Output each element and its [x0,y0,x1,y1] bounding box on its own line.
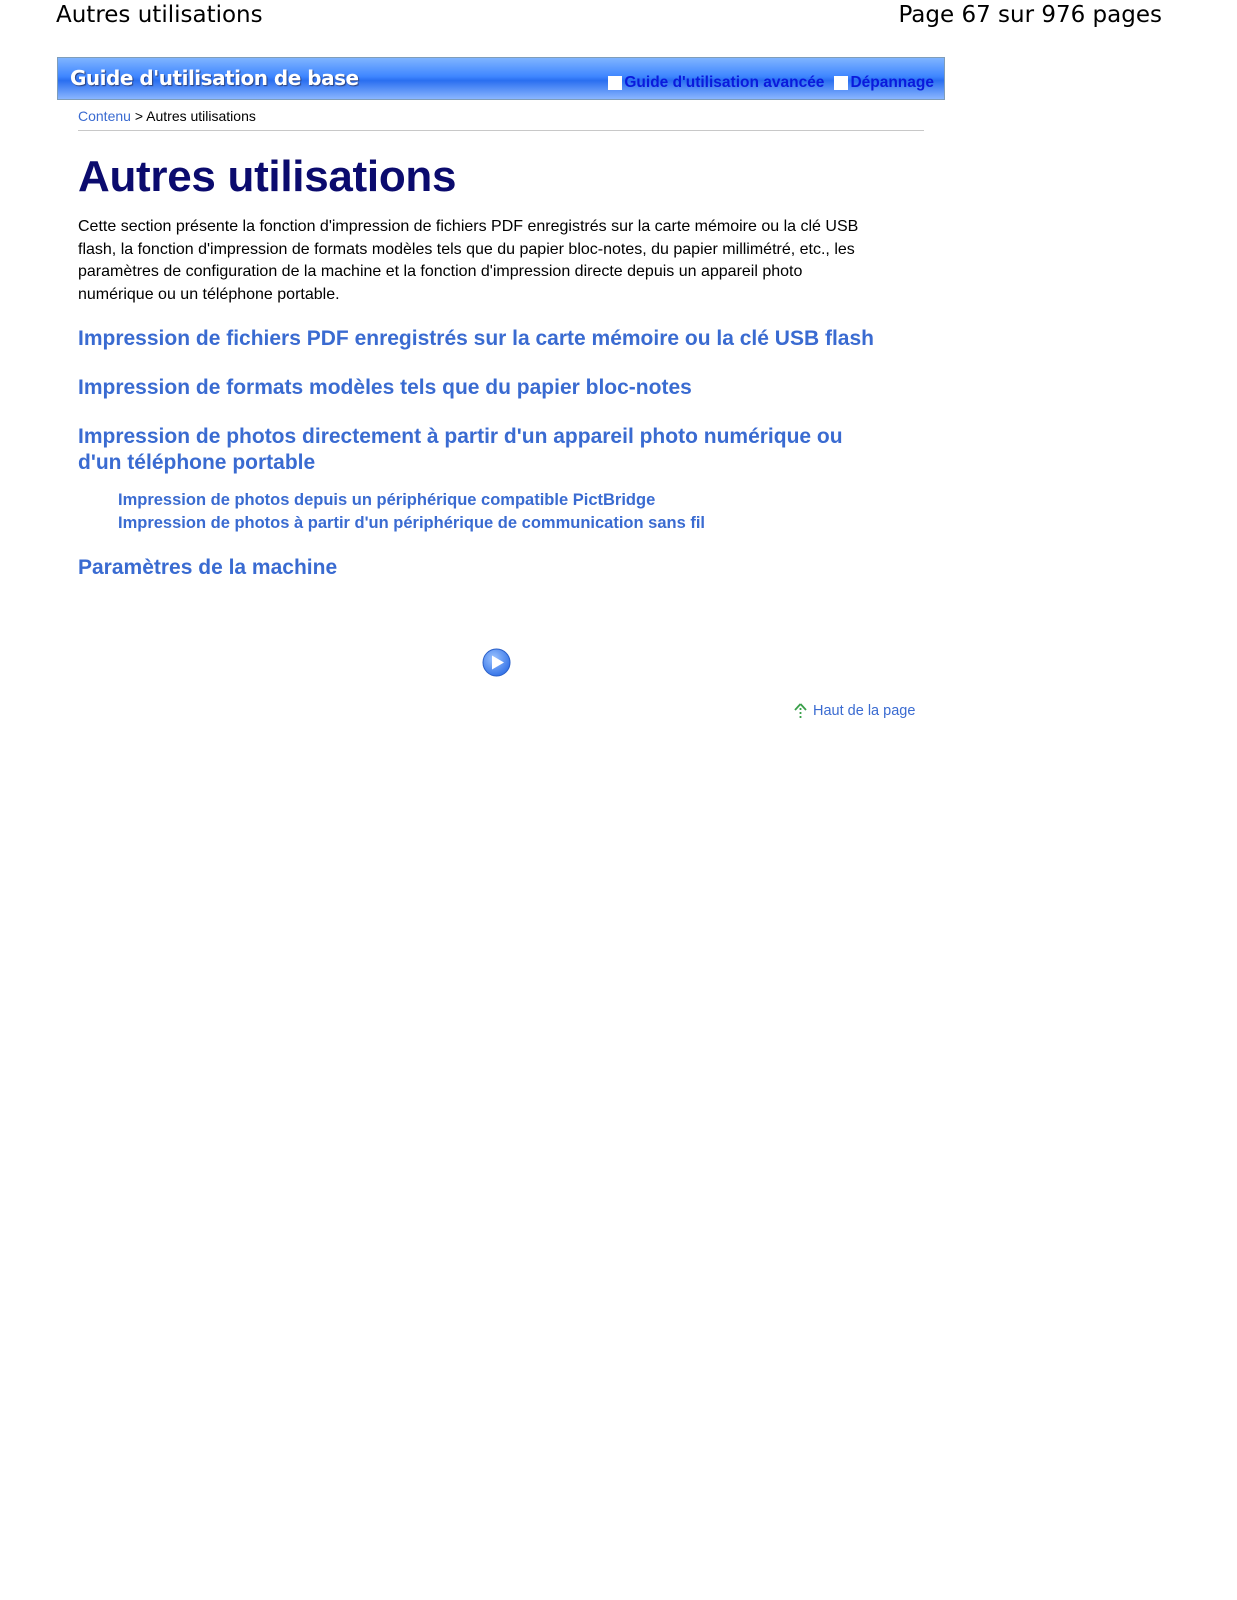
arrow-up-icon [793,702,808,719]
document-title: Autres utilisations [56,2,263,28]
breadcrumb-home-link[interactable]: Contenu [78,108,131,124]
page-title: Autres utilisations [78,152,457,201]
sub-links-list [118,489,705,535]
print-header [56,0,1162,34]
page-counter: Page 67 sur 976 pages [898,2,1162,28]
link-direct-photo-printing[interactable]: Impression de photos directement à partir d'un appareil photo numérique ou d'un téléphone portable [78,425,843,474]
back-to-top-label: Haut de la page [813,702,916,719]
banner-title: Guide d'utilisation de base [70,66,359,90]
guide-banner [57,57,945,100]
advanced-guide-label: Guide d'utilisation avancée [624,74,825,91]
intro-paragraph: Cette section présente la fonction d'impression de fichiers PDF enregistrés sur la carte mémoire ou la clé USB flash, la fonction d'impression de formats modèles tels que du papier bloc-notes, du papier millimétré, etc., les paramètres de configuration de la machine et la fonction d'impression directe depuis un appareil photo numérique ou un téléphone portable. [78,218,859,303]
link-pictbridge[interactable]: Impression de photos depuis un périphérique compatible PictBridge [118,491,656,509]
next-page-icon[interactable] [482,648,511,677]
link-template-printing[interactable]: Impression de formats modèles tels que du papier bloc-notes [78,376,692,399]
advanced-guide-icon [608,76,622,90]
breadcrumb-separator: > [134,108,144,124]
link-pdf-printing[interactable]: Impression de fichiers PDF enregistrés sur la carte mémoire ou la clé USB flash [78,327,874,350]
troubleshooting-icon [834,76,848,90]
breadcrumb-current: Autres utilisations [146,108,256,124]
breadcrumb [78,108,924,131]
link-wireless-printing[interactable]: Impression de photos à partir d'un périphérique de communication sans fil [118,514,706,532]
link-machine-settings[interactable]: Paramètres de la machine [78,556,338,579]
troubleshooting-label: Dépannage [850,74,934,91]
advanced-guide-link[interactable] [608,74,824,92]
troubleshooting-link[interactable] [834,74,934,92]
back-to-top-link[interactable] [793,702,915,719]
guide-nav [598,74,934,92]
